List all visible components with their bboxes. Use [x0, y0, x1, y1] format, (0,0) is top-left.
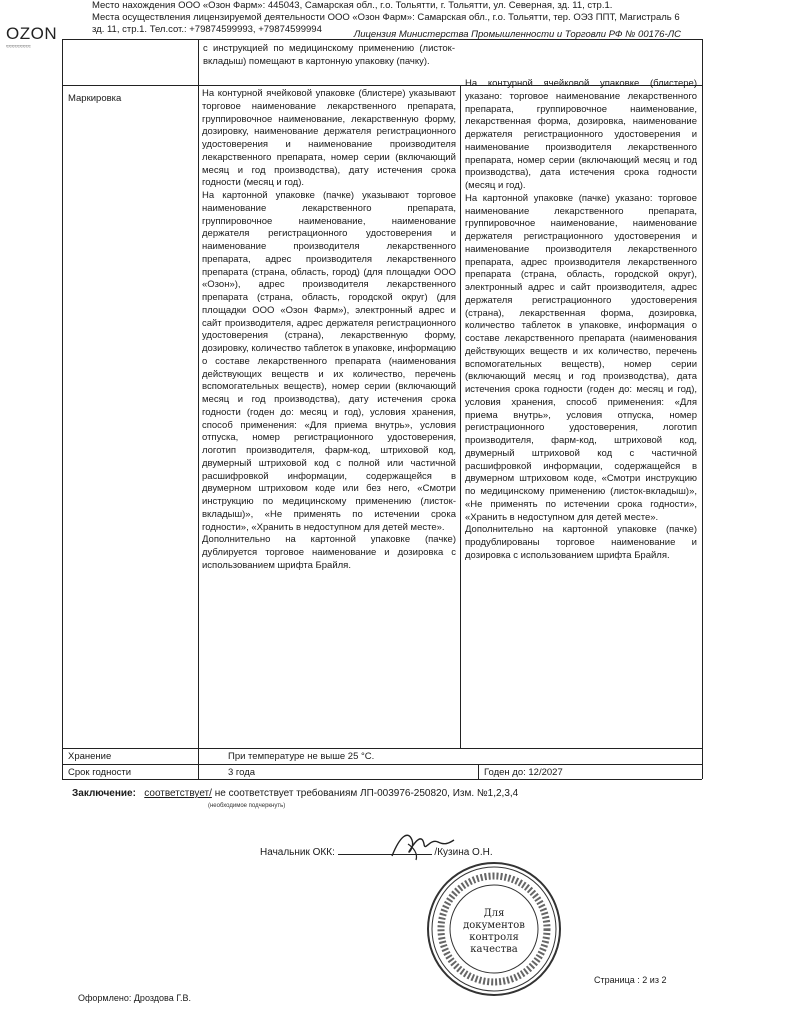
stamp-line-2: документов [463, 920, 525, 931]
storage-spec: При температуре не выше 25 °С. [228, 751, 375, 762]
header-address-line: Место нахождения ООО «Озон Фарм»: 445043, Самарская обл., г.о. Тольятти, г. Тольятти, ул. Северная, зд. 11, стр.1. [92, 0, 613, 11]
ozon-logo: OZON [6, 24, 58, 43]
shelf-life-spec: 3 года [228, 767, 256, 778]
header-license-places-line: Места осуществления лицензируемой деятельности ООО «Озон Фарм»: Самарская обл., г.о. Тольятти, тер. ОЭЗ ППТ, Магистраль 6 [92, 12, 680, 23]
shelf-life-label: Срок годности [68, 767, 132, 778]
marking-spec-carton: На картонной упаковке (пачке) указывают торговое наименование лекарственного препарата, группировочное наименование, наименование держателя регистрационного удостоверения и наименование производителя лекарственного препарата, адрес производителя лекарственного препарата (страна, область, город) (для площадки ООО «Озон»), адрес производителя лекарственного препарата (страна, область, городской округ) (для площадки ООО «Озон Фарм»), электронный адрес и сайт производителя, адрес держателя регистрационного удостоверения (страна), лекарственную форму, дозировку, количество таблеток в упаковке, информацию о составе лекарственного препарата (наименования действующих веществ и их количество, перечень вспомогательных веществ), номер серии (включающий месяц и год производства), дату истечения срока годности (годен до: месяц и год), условия хранения, способ применения: «Для приема внутрь», условия отпуска, номер регистрационного удостоверения, логотип производителя, фарм-код, штриховой код, двумерный штриховой код с полной или частичной расшифровкой информации, содержащейся в двумерном штриховом коде или без него, «Смотри инструкцию по медицинскому применению (листок-вкладыш)», «Не применять по истечении срока годности», «Хранить в недоступном для детей месте». [202, 190, 456, 533]
signoff-name: /Кузина О.Н. [434, 847, 493, 858]
conclusion-rest: не соответствует требованиям ЛП-003976-250820, Изм. №1,2,3,4 [211, 788, 519, 799]
column-divider-2 [460, 85, 461, 748]
page-number: Страница : 2 из 2 [594, 975, 667, 985]
stamp-line-3: контроля [469, 932, 519, 943]
table-bottom-border [62, 779, 702, 780]
stamp-line-1: Для [483, 908, 505, 919]
column-divider-shelf [478, 764, 479, 779]
marking-label: Маркировка [68, 93, 122, 104]
row-divider-storage [62, 748, 702, 749]
conclusion-label: Заключение: [72, 788, 136, 799]
marking-actual-blister: На контурной ячейковой упаковке (блистере) указано: торговое наименование лекарственного препарата, группировочное наименование, лекарственная форма, дозировка, наименование держателя регистрационного удостоверения и наименование производителя лекарственного препарата, номер серии (включающий месяц и год производства), дата истечения срока годности (месяц и год). [465, 78, 697, 191]
stamp-line-4: качества [470, 944, 518, 955]
logo-subtitle-icon: ≈≈≈≈≈≈≈≈≈ [6, 44, 31, 50]
table-right-border [702, 39, 703, 779]
storage-label: Хранение [68, 751, 112, 762]
marking-actual-braille: Дополнительно на картонной упаковке (пачке) продублированы торговое наименование и дозировка с использованием шрифта Брайля. [465, 524, 697, 561]
marking-spec-text [202, 88, 456, 684]
conclusion-line [72, 788, 518, 799]
marking-actual-text [465, 78, 697, 746]
conclusion-value: соответствует/ [144, 788, 212, 799]
column-divider-1 [198, 39, 199, 779]
conclusion-note: (необходимое подчеркнуть) [208, 803, 286, 809]
marking-actual-carton: На картонной упаковке (пачке) указано: торговое наименование лекарственного препарата, группировочное наименование, наименование держателя регистрационного удостоверения и наименование производителя лекарственного препарата, адрес производителя лекарственного препарата (страна, область, городской округ), электронный адрес и сайт производителя, адрес держателя регистрационного удостоверения (страна), лекарственная форма, дозировка, количество таблеток в упаковке, информация о составе лекарственного препарата (наименования действующих веществ и их количество, перечень вспомогательных веществ), номер серии (включающий месяц и год производства), дата истечения срока годности (годен до: месяц и год), условия хранения, способ применения: «Для приема внутрь», условия отпуска, номер регистрационного удостоверения, логотип производителя, фарм-код, штриховой код, двумерный штриховой код с частичной расшифровкой информации, содержащейся в двумерном штриховом коде, «Смотри инструкцию по медицинскому применению (листок-вкладыш)», «Не применять по истечении срока годности», «Хранить в недоступном для детей месте». [465, 192, 697, 523]
signoff-position: Начальник ОКК: [260, 847, 335, 858]
quality-control-stamp-icon [425, 860, 563, 998]
packaging-continuation-text: с инструкцией по медицинскому применению (листок-вкладыш) помещают в картонную упаковку (пачку). [203, 43, 455, 67]
row-divider-shelf-life [62, 764, 702, 765]
license-line: Лицензия Министерства Промышленности и Торговли РФ № 00176-ЛС [353, 29, 681, 40]
marking-spec-blister: На контурной ячейковой упаковке (блистере) указывают торговое наименование лекарственного препарата, группировочное наименование, лекарственную форму, дозировку, наименование держателя регистрационного удостоверения и наименование производителя лекарственного препарата, номер серии (включающий месяц и год производства), дату истечения срока годности (месяц и год). [202, 88, 456, 189]
header-phone-line: зд. 11, стр.1. Тел.сот.: +79874599993, +79874599994 [92, 24, 322, 35]
shelf-life-actual: Годен до: 12/2027 [484, 767, 563, 778]
table-top-border [62, 39, 702, 40]
table-left-border [62, 39, 63, 779]
marking-spec-braille: Дополнительно на картонной упаковке (пачке) дублируется торговое наименование и дозировка с использованием шрифта Брайля. [202, 534, 456, 571]
prepared-by: Оформлено: Дроздова Г.В. [78, 993, 191, 1003]
